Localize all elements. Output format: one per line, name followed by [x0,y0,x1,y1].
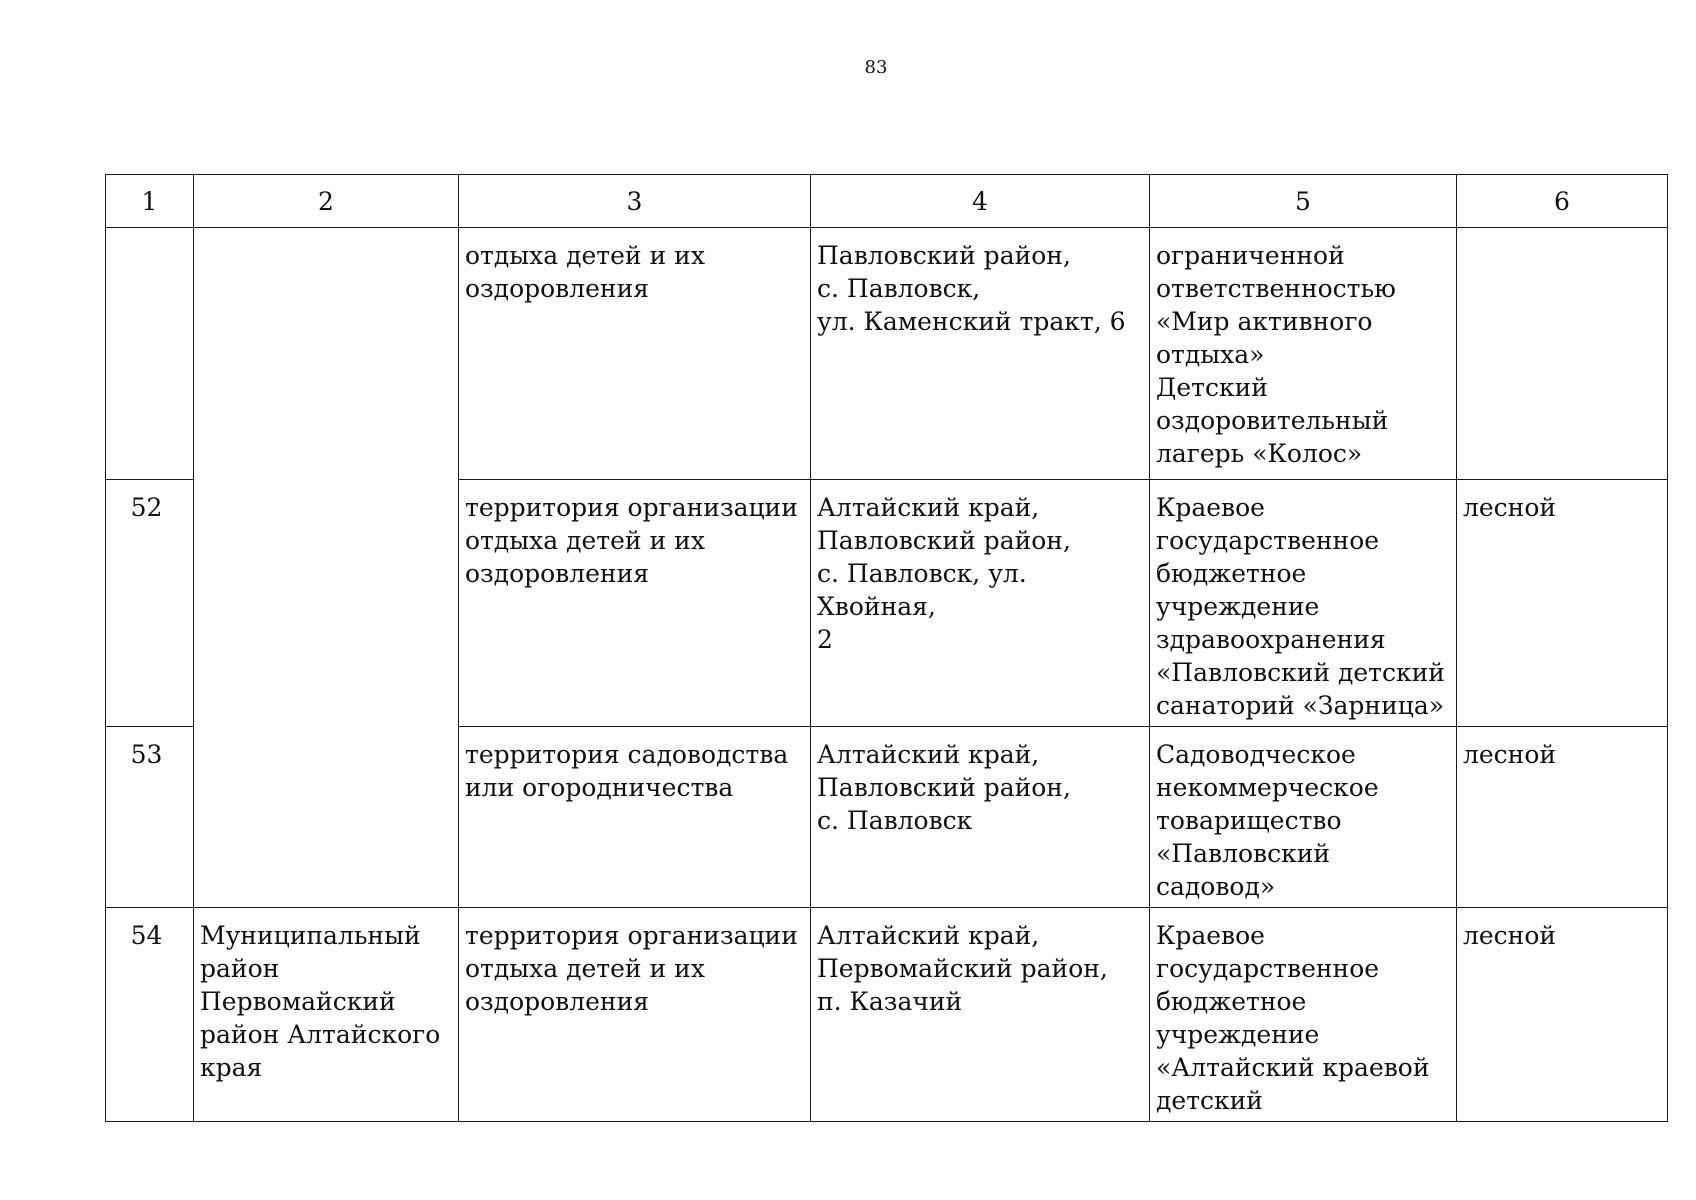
territory-type-cell: территория садоводства или огородничества [459,727,811,908]
territory-type-cell: территория организации отдыха детей и их оздоровления [459,480,811,727]
row-number-cell: 52 [106,480,194,727]
column-header: 3 [459,175,811,228]
municipality-cell [194,228,459,908]
address-cell: Алтайский край, Первомайский район, п. Казачий [811,908,1150,1122]
column-header: 1 [106,175,194,228]
column-header: 2 [194,175,459,228]
organization-cell: ограниченной ответственностью «Мир активного отдыха» Детский оздоровительный лагерь «Колос» [1150,228,1457,480]
data-table [105,174,1668,1122]
address-cell: Алтайский край, Павловский район, с. Павловск, ул. Хвойная, 2 [811,480,1150,727]
address-cell: Павловский район, с. Павловск, ул. Каменский тракт, 6 [811,228,1150,480]
row-number-cell: 53 [106,727,194,908]
table-header-row [106,175,1668,228]
forest-type-cell: лесной [1457,908,1668,1122]
column-header: 4 [811,175,1150,228]
territory-type-cell: территория организации отдыха детей и их оздоровления [459,908,811,1122]
page-number: 83 [864,57,888,78]
forest-type-cell [1457,228,1668,480]
address-cell: Алтайский край, Павловский район, с. Павловск [811,727,1150,908]
table-row [106,908,1668,1122]
organization-cell: Краевое государственное бюджетное учреждение здравоохранения «Павловский детский санаторий «Зарница» [1150,480,1457,727]
table-row-continued [106,228,1668,480]
municipality-cell: Муниципальный район Первомайский район Алтайского края [194,908,459,1122]
organization-cell: Краевое государственное бюджетное учреждение «Алтайский краевой детский [1150,908,1457,1122]
row-number-cell [106,228,194,480]
forest-type-cell: лесной [1457,727,1668,908]
column-header: 6 [1457,175,1668,228]
territory-type-cell: отдыха детей и их оздоровления [459,228,811,480]
organization-cell: Садоводческое некоммерческое товарищество «Павловский садовод» [1150,727,1457,908]
row-number-cell: 54 [106,908,194,1122]
column-header: 5 [1150,175,1457,228]
forest-type-cell: лесной [1457,480,1668,727]
